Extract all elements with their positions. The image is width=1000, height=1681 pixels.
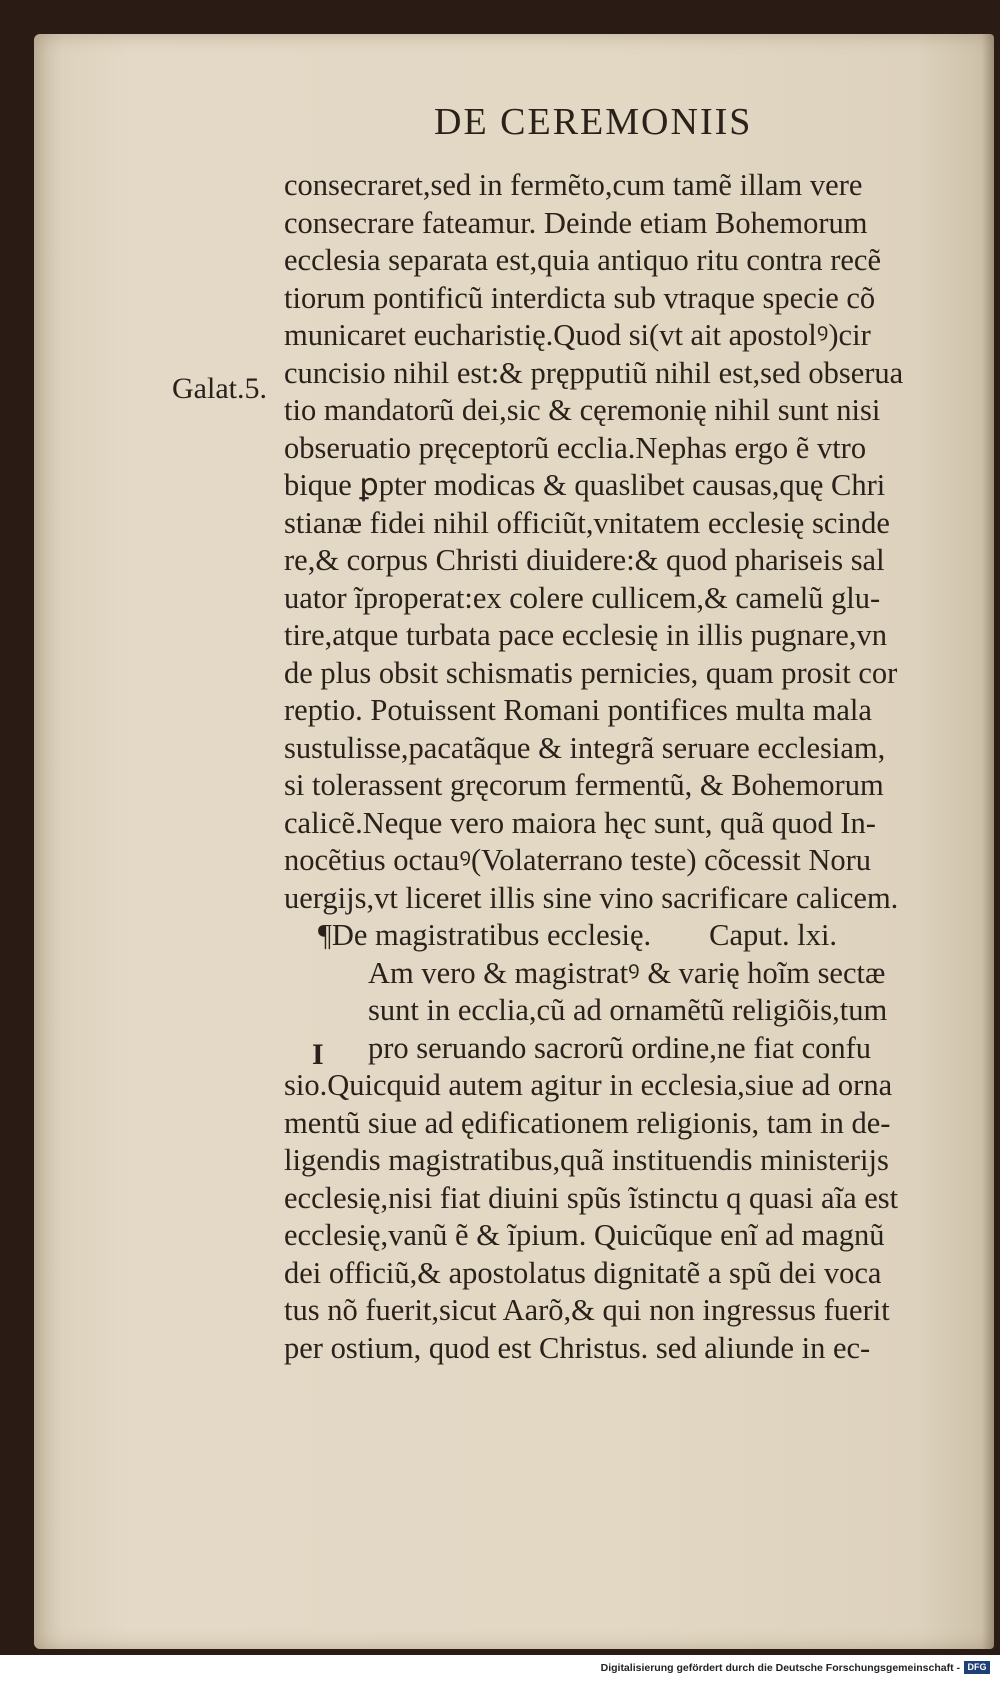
text-line: ligendis magistratibus,quã instituendis ministerijs [284,1143,889,1177]
dfg-logo-icon: DFG [964,1661,990,1674]
text-line: consecrare fateamur. Deinde etiam Bohemorum [284,205,868,240]
text-line: consecraret,sed in fermẽto,cum tamẽ illam vere [284,168,863,202]
text-line: ecclesię,vanũ ẽ & ĩpium. Quicũque enĩ ad magnũ [284,1218,885,1252]
body-text [284,167,984,1367]
book-page [34,34,994,1649]
text-line: ecclesia separata est,quia antiquo ritu contra recẽ [284,243,881,277]
text-line: de plus obsit schismatis pernicies, quam prosit cor [284,655,898,690]
text-line: obseruatio pręceptorũ ecclia.Nephas ergo ẽ vtro [284,430,867,465]
section-heading [284,917,984,955]
text-line: tiorum pontificũ interdicta sub vtraque specie cõ [284,280,876,315]
text-line: bique ꝑpter modicas & quaslibet causas,quę Chri [284,468,886,502]
chapter-number: Caput. lxi. [709,918,838,952]
funding-credit: Digitalisierung gefördert durch die Deutsche Forschungsgemeinschaft - [600,1662,960,1674]
text-line: reptio. Potuissent Romani pontifices multa mala [284,693,872,727]
text-line: per ostium, quod est Christus. sed aliunde in ec- [284,1330,871,1365]
running-head: DE CEREMONIIS [434,101,753,143]
text-line: sunt in ecclia,cũ ad ornamẽtũ religiõis,tum [368,993,888,1027]
text-line: nocẽtius octauꝰ(Volaterrano teste) cõcessit Noru [284,843,871,877]
paragraph-mark: ¶ [318,918,332,952]
text-line: uergijs,vt liceret illis sine vino sacrificare calicem. [284,880,899,915]
text-line: municaret eucharistię.Quod si(vt ait apostolꝰ)cir [284,318,871,352]
text-line: pro seruando sacrorũ ordine,ne fiat confu [368,1030,872,1065]
text-line: dei officiũ,& apostolatus dignitatẽ a spũ dei voca [284,1255,882,1290]
text-line: cuncisio nihil est:& prępputiũ nihil est,sed obserua [284,355,904,390]
section-title: De magistratibus ecclesię. [331,918,652,952]
text-line: Am vero & magistratꝰ & varię hoĩm sectæ [368,955,886,990]
text-line: mentũ siue ad ędificationem religionis, tam in de- [284,1105,891,1140]
text-line: re,& corpus Christi diuidere:& quod phariseis sal [284,543,885,577]
text-line: stianæ fidei nihil officiũt,vnitatem ecclesię scinde [284,505,890,540]
footer-bar [0,1655,1000,1681]
text-line: ecclesię,nisi fiat diuini spũs ĩstinctu q quasi aĩa est [284,1180,899,1215]
text-line: tus nõ fuerit,sicut Aarõ,& qui non ingressus fuerit [284,1293,890,1327]
text-line: sustulisse,pacatãque & integrã seruare ecclesiam, [284,730,886,765]
text-line: si tolerassent gręcorum fermentũ, & Bohemorum [284,768,884,802]
margin-note: Galat.5. [172,372,267,405]
text-line: tio mandatorũ dei,sic & cęremonię nihil sunt nisi [284,393,881,427]
text-line: sio.Quicquid autem agitur in ecclesia,siue ad orna [284,1068,893,1102]
text-line: tire,atque turbata pace ecclesię in illis pugnare,vn [284,618,887,652]
drop-initial: I [312,1038,324,1071]
text-line: calicẽ.Neque vero maiora hęc sunt, quã quod In- [284,805,876,840]
text-line: uator ĩproperat:ex colere cullicem,& camelũ glu- [284,580,881,615]
